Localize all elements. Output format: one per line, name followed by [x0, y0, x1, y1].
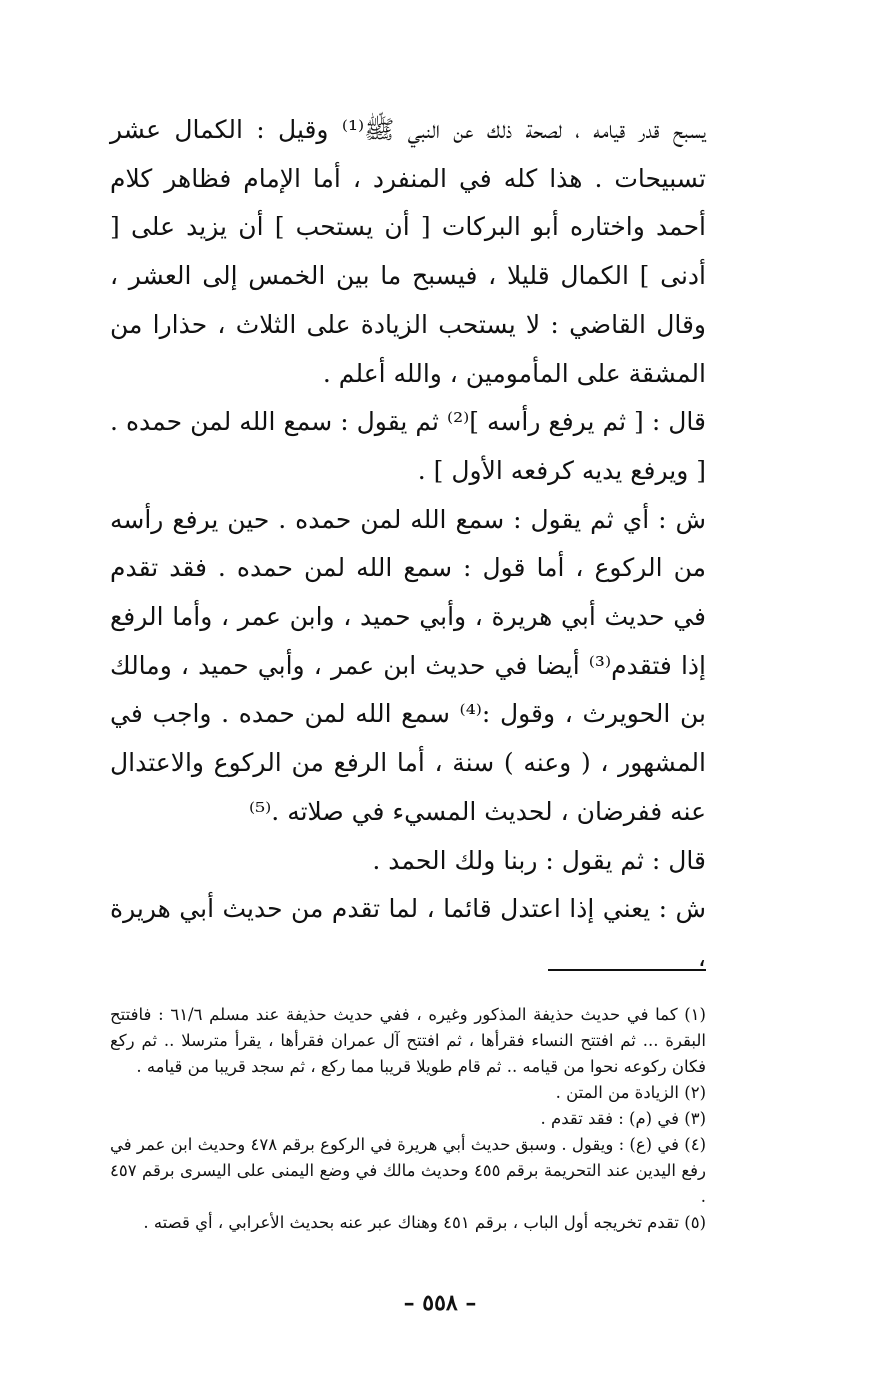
page-number: – ٥٥٨ – — [403, 1290, 477, 1316]
footnote-divider — [548, 969, 706, 971]
paragraph-sharh-itidal: ش : يعني إذا اعتدل قائما ، لما تقدم من حديث أبي هريرة ، — [110, 894, 706, 972]
paragraph-tasbih: يسبح قدر قيامه ، لصحة ذلك عن النبي ﷺ⁽¹⁾ وقيل : الكمال عشر تسبيحات . هذا كله في المنفرد ، أما الإمام فظاهر كلام أحمد واختاره أبو البركات [ أن يستحب ] أن يزيد على [ أدنى ] الكمال قليلا ، فيسبح ما بين الخمس إلى العشر ، وقال القاضي : لا يستحب الزيادة على الثلاث ، حذارا من المشقة على المأمومين ، والله أعلم . — [110, 115, 706, 388]
paragraph-sharh-sami-allah: ش : أي ثم يقول : سمع الله لمن حمده . حين يرفع رأسه من الركوع ، أما قول : سمع الله لمن حمده . فقد تقدم في حديث أبي هريرة ، وأبي حميد ، وابن عمر ، وأما الرفع إذا فتقدم⁽³⁾ أيضا في حديث ابن عمر ، وأبي حميد ، ومالك بن الحويرث ، وقول :⁽⁴⁾ سمع الله لمن حمده . واجب في المشهور ، ( وعنه ) سنة ، أما الرفع من الركوع والاعتدال عنه ففرضان ، لحديث المسيء في صلاته .⁽⁵⁾ — [110, 504, 706, 826]
main-text — [110, 106, 706, 983]
footnote-4: (٤) في (ع) : ويقول . وسبق حديث أبي هريرة في الركوع برقم ٤٧٨ وحديث ابن عمر في رفع اليدين عند التحريمة برقم ٤٥٥ وحديث مالك في وضع اليمنى على اليسرى برقم ٤٥٧ . — [110, 1135, 707, 1206]
footnotes — [110, 1002, 706, 1236]
footnote-1: (١) كما في حديث حذيفة المذكور وغيره ، ففي حديث حذيفة عند مسلم ٦١/٦ : فافتتح البقرة ... ثم افتتح النساء فقرأها ، ثم افتتح آل عمران فقرأها ، يقرأ مترسلا .. ثم ركع فكان ركوعه نحوا من قيامه .. ثم قام طويلا قريبا مما ركع ، ثم سجد قريبا من قيامه . — [110, 1005, 706, 1076]
footnote-3: (٣) في (م) : فقد تقدم . — [540, 1109, 706, 1128]
footnote-5: (٥) تقدم تخريجه أول الباب ، برقم ٤٥١ وهناك عبر عنه بحديث الأعرابي ، أي قصته . — [143, 1213, 706, 1232]
paragraph-qala-raise-head: قال : [ ثم يرفع رأسه ]⁽²⁾ ثم يقول : سمع الله لمن حمده . [ ويرفع يديه كرفعه الأول ] . — [110, 407, 706, 485]
footnote-2: (٢) الزيادة من المتن . — [555, 1083, 706, 1102]
paragraph-qala-rabbana: قال : ثم يقول : ربنا ولك الحمد . — [372, 845, 706, 875]
